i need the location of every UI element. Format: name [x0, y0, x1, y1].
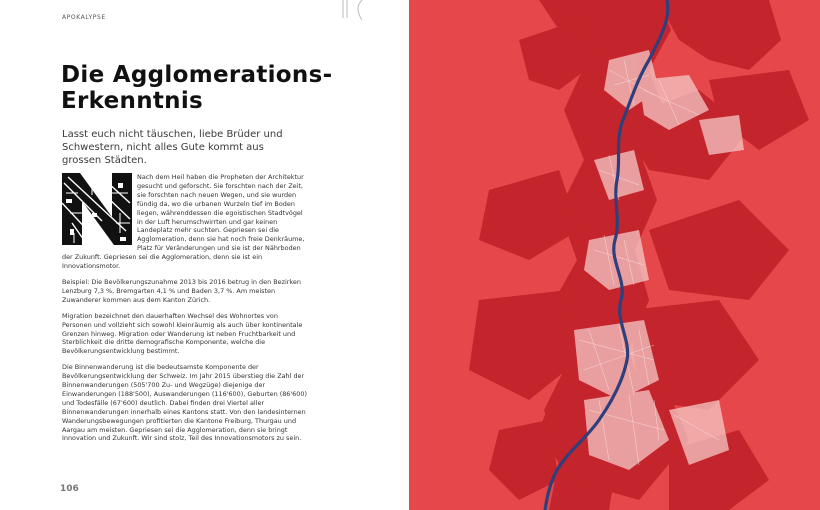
- body-text: [62, 173, 308, 450]
- page-title: [61, 62, 332, 114]
- crop-mark-icon: [340, 0, 370, 22]
- body-paragraph-1: Nach dem Heil haben die Propheten der Architektur gesucht und geforscht. Sie forschten nach der Zeit, sie forschten nach neuen Wegen, und sie wurden fündig da, wo die urbanen Wurzeln tief im Boden liegen, währenddessen die egoistischen Stadtvögel in der Luft herumschwirrten und gar keinen Landeplatz mehr suchten. Gepriesen sei die Agglomeration, denn sie hat noch freie Denkräume, Platz für Veränderungen und sie ist der Nährboden der Zukunft. Gepriesen sei die Agglomeration, denn sie ist ein Innovationsmotor.: [62, 173, 305, 271]
- letter-n-map-texture-icon: [62, 173, 137, 247]
- lead-paragraph: Lasst euch nicht täuschen, liebe Brüder und Schwestern, nicht alles Gute kommt aus grossen Städten.: [62, 129, 283, 166]
- section-label: APOKALYPSE: [62, 14, 106, 21]
- left-page: [0, 0, 405, 510]
- body-paragraph-2: Beispiel: Die Bevölkerungszunahme 2013 bis 2016 betrug in den Bezirken Lenzburg 7,3 %, Bremgarten 4,1 % und Baden 3,7 %. Am meisten Zuwanderer kommen aus dem Kanton Zürich.: [62, 277, 301, 304]
- page-number: 106: [60, 484, 79, 494]
- body-paragraph-3: Migration bezeichnet den dauerhaften Wechsel des Wohnortes von Personen und vollzieht sich sowohl kleinräumig als auch über kontinentale Grenzen hinweg. Migration oder Wanderung ist neben Fruchtbarkeit und Sterblichkeit die dritte demografische Komponente, welche die Bevölkerungsentwicklung bestimmt.: [62, 311, 303, 356]
- body-paragraph-4: Die Binnenwanderung ist die bedeutsamste Komponente der Bevölkerungsentwicklung der Schweiz. Im Jahr 2015 überstieg die Zahl der Binnenwanderungen (505'700 Zu- und Wegzüge) diejenige der Einwanderungen (188'500), Auswanderungen (116'600), Geburten (86'600) und Todesfälle (67'600) deutlich. Dabei finden drei Viertel aller Binnenwanderungen innerhalb eines Kantons statt. Von den landesinternen Wanderungsbewegungen profitierten die Kantone Freiburg, Thurgau und Aargau am meisten. Gepriesen sei die Agglomeration, denn sie bringt Innovation und Zukunft. Wir sind stolz, Teil des Innovationsmotors zu sein.: [62, 363, 307, 443]
- title-line-1: Die Agglomerations-: [61, 62, 333, 88]
- agglomeration-map: [409, 0, 820, 510]
- title-line-2: Erkenntnis: [61, 88, 204, 114]
